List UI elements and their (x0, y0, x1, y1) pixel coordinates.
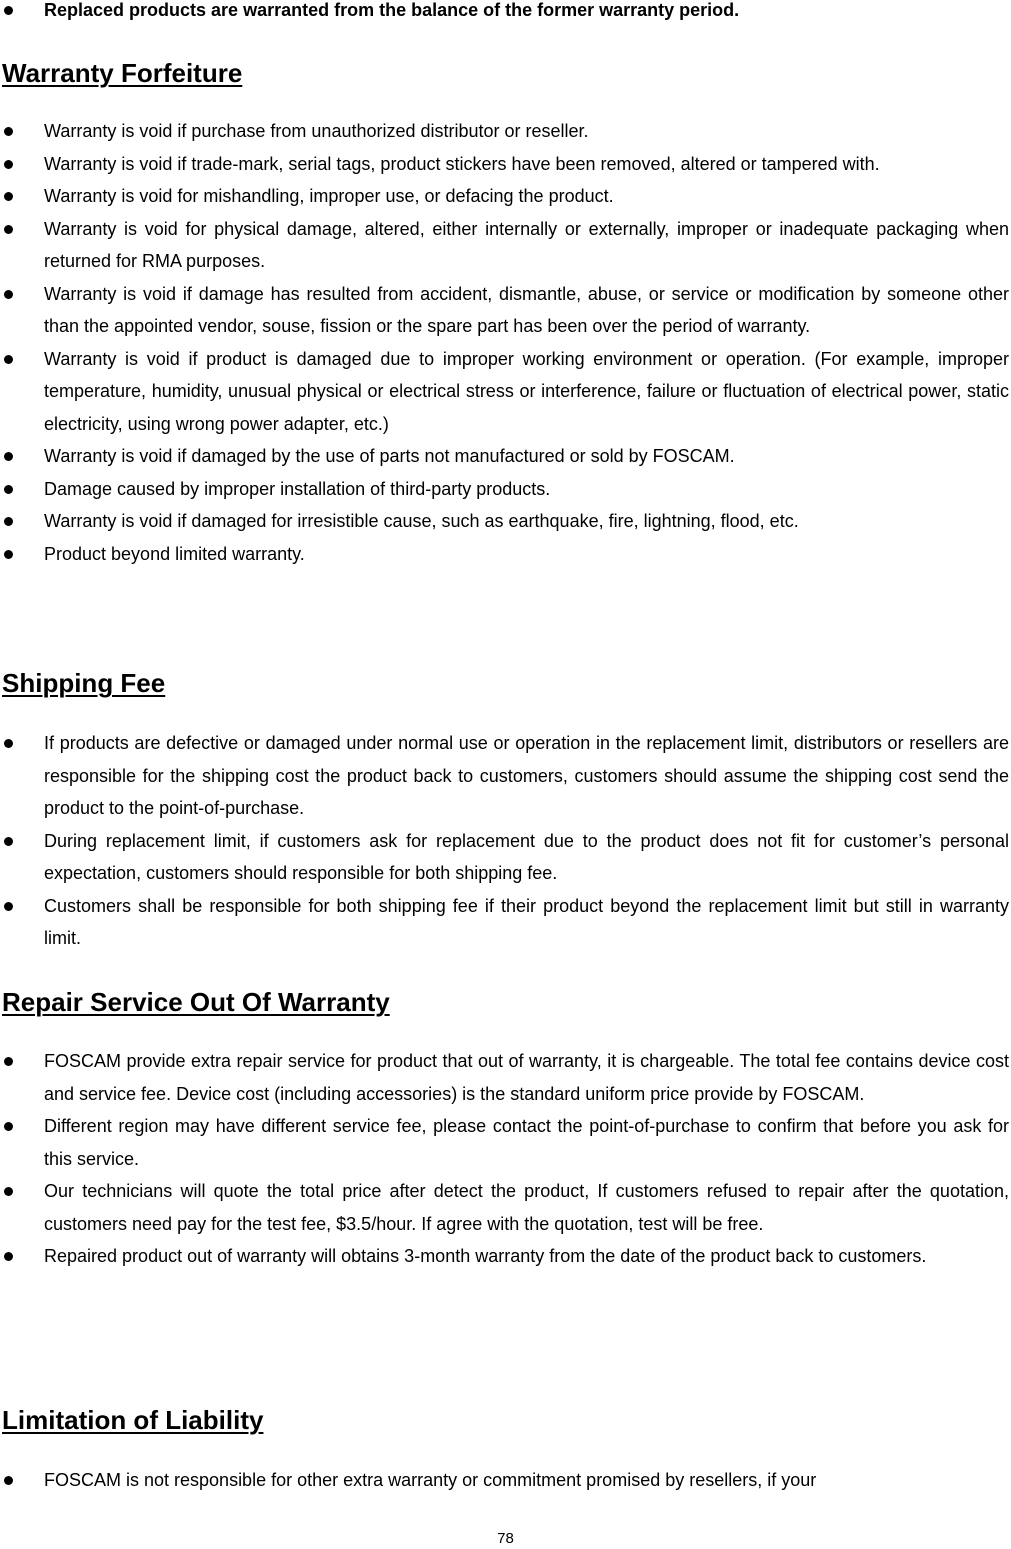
list-item-text: Different region may have different service fee, please contact the point-of-purchase to confirm that before you ask for this service. (44, 1116, 1009, 1169)
bullet-icon (4, 355, 13, 364)
bullet-icon (4, 1122, 13, 1131)
bullet-icon (4, 225, 13, 234)
list-item (44, 1464, 1009, 1497)
list-item (44, 538, 1009, 571)
bullet-icon (4, 837, 13, 846)
section-heading-shipping-fee: Shipping Fee (2, 668, 166, 698)
top-bullet-text: Replaced products are warranted from the balance of the former warranty period. (44, 0, 740, 20)
bullet-icon (4, 1187, 13, 1196)
list-item (44, 278, 1009, 343)
list-item (44, 1175, 1009, 1240)
bullet-icon (4, 739, 13, 748)
section-heading-limitation-of-liability: Limitation of Liability (2, 1405, 264, 1435)
list-item-text: Warranty is void if purchase from unauthorized distributor or reseller. (44, 121, 589, 141)
list-item (44, 473, 1009, 506)
bullet-icon (4, 6, 13, 15)
bullet-icon (4, 290, 13, 299)
list-item-text: Product beyond limited warranty. (44, 543, 305, 564)
bullet-icon (4, 1476, 13, 1485)
list-item-text: Warranty is void if damaged for irresistible cause, such as earthquake, fire, lightning, flood, etc. (44, 511, 799, 531)
list-item-text: Warranty is void for physical damage, altered, either internally or externally, improper or inadequate packaging when returned for RMA purposes. (44, 218, 1009, 271)
bullet-icon (4, 452, 13, 461)
list-item-text: FOSCAM provide extra repair service for product that out of warranty, it is chargeable. The total fee contains device cost and service fee. Device cost (including accessories) is the standard uniform price provide by FOSCAM. (44, 1051, 1009, 1104)
list-item (44, 1045, 1009, 1110)
section-heading-repair-service: Repair Service Out Of Warranty (2, 987, 390, 1017)
list-item-text: FOSCAM is not responsible for other extra warranty or commitment promised by resellers, if your (44, 1470, 817, 1490)
bullet-icon (4, 192, 13, 201)
list-item (44, 890, 1009, 955)
list-item-text: During replacement limit, if customers ask for replacement due to the product does not fit for customer’s personal expectation, customers should responsible for both shipping fee. (44, 830, 1009, 883)
list-item-text: Our technicians will quote the total price after detect the product, If customers refused to repair after the quotation, customers need pay for the test fee, $3.5/hour. If agree with the quotation, test will be free. (44, 1181, 1009, 1234)
bullet-icon (4, 517, 13, 526)
list-item-text: Warranty is void if damage has resulted from accident, dismantle, abuse, or service or modification by someone other than the appointed vendor, souse, fission or the spare part has been over the period of warranty. (44, 283, 1009, 336)
list-item-text: Warranty is void for mishandling, improper use, or defacing the product. (44, 186, 614, 206)
bullet-icon (4, 160, 13, 169)
bullet-icon (4, 1252, 13, 1261)
list-item (44, 825, 1009, 890)
limitation-of-liability-list (0, 1464, 1009, 1497)
list-item (44, 213, 1009, 278)
list-item (44, 1240, 1009, 1273)
section-heading-warranty-forfeiture: Warranty Forfeiture (2, 58, 243, 88)
list-item-text: Repaired product out of warranty will obtains 3-month warranty from the date of the product back to customers. (44, 1246, 927, 1266)
list-item (44, 148, 1009, 181)
warranty-forfeiture-list (0, 115, 1009, 570)
bullet-icon (4, 1057, 13, 1066)
repair-service-list (0, 1045, 1009, 1273)
list-item (44, 343, 1009, 441)
shipping-fee-list (0, 727, 1009, 955)
top-bullet-item (44, 0, 1009, 27)
bullet-icon (4, 550, 13, 559)
bullet-icon (4, 485, 13, 494)
list-item-text: Warranty is void if damaged by the use of parts not manufactured or sold by FOSCAM. (44, 446, 735, 466)
list-item-text: Warranty is void if product is damaged due to improper working environment or operation. (For example, improper temperature, humidity, unusual physical or electrical stress or interference, failure or fluctuation of electrical power, static electricity, using wrong power adapter, etc.) (44, 348, 1009, 434)
list-item (44, 115, 1009, 148)
list-item (44, 440, 1009, 473)
bullet-icon (4, 902, 13, 911)
list-item-text: Customers shall be responsible for both shipping fee if their product beyond the replacement limit but still in warranty limit. (44, 895, 1009, 948)
list-item (44, 727, 1009, 825)
list-item (44, 1110, 1009, 1175)
list-item-text: Warranty is void if trade-mark, serial tags, product stickers have been removed, altered or tampered with. (44, 153, 880, 174)
page-number: 78 (497, 1530, 514, 1547)
list-item-text: If products are defective or damaged under normal use or operation in the replacement limit, distributors or resellers are responsible for the shipping cost the product back to customers, customers should assume the shipping cost send the product to the point-of-purchase. (44, 733, 1009, 818)
list-item (44, 180, 1009, 213)
list-item-text: Damage caused by improper installation of third-party products. (44, 478, 551, 499)
bullet-icon (4, 127, 13, 136)
list-item (44, 505, 1009, 538)
